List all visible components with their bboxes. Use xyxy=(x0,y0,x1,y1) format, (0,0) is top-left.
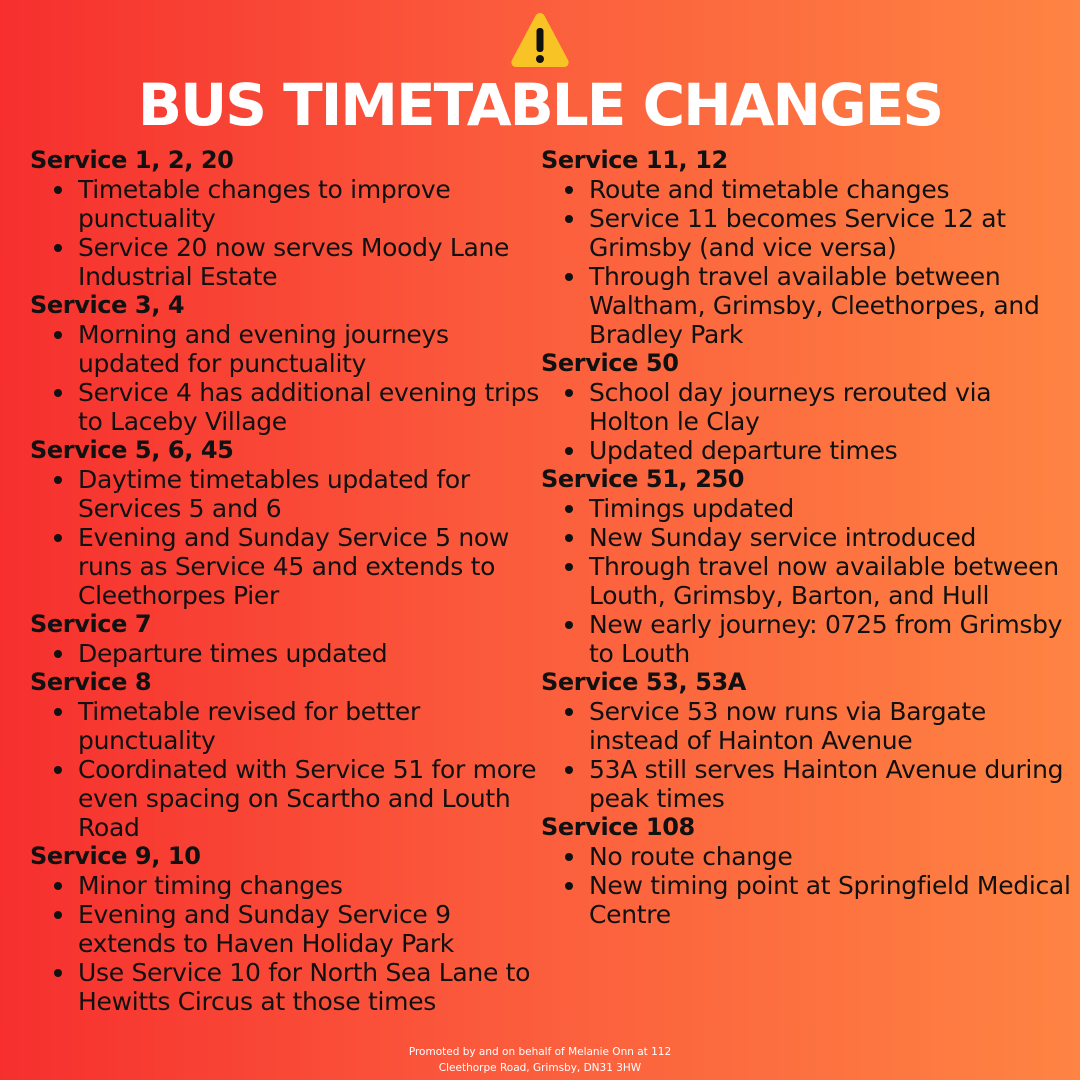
change-item: Updated departure times xyxy=(541,436,1071,465)
change-item: Service 4 has additional evening trips to Laceby Village xyxy=(30,378,540,436)
change-list xyxy=(30,175,540,291)
change-item: 53A still serves Hainton Avenue during peak times xyxy=(541,755,1071,813)
service-section xyxy=(30,842,540,1016)
service-section xyxy=(30,146,540,291)
change-list xyxy=(541,697,1071,813)
service-section xyxy=(541,349,1071,465)
service-heading: Service 9, 10 xyxy=(30,842,201,870)
service-heading: Service 50 xyxy=(541,349,679,377)
change-item: Coordinated with Service 51 for more even spacing on Scartho and Louth Road xyxy=(30,755,540,842)
change-item: Morning and evening journeys updated for punctuality xyxy=(30,320,540,378)
change-list xyxy=(30,871,540,1016)
change-item: Route and timetable changes xyxy=(541,175,1071,204)
service-section xyxy=(541,813,1071,929)
change-item: New early journey: 0725 from Grimsby to Louth xyxy=(541,610,1071,668)
change-item: Departure times updated xyxy=(30,639,540,668)
service-heading: Service 3, 4 xyxy=(30,291,185,319)
service-section xyxy=(30,291,540,436)
service-heading: Service 8 xyxy=(30,668,152,696)
change-item: Evening and Sunday Service 5 now runs as Service 45 and extends to Cleethorpes Pier xyxy=(30,523,540,610)
change-item: No route change xyxy=(541,842,1071,871)
service-section xyxy=(541,668,1071,813)
page-title: BUS TIMETABLE CHANGES xyxy=(137,71,943,139)
service-heading: Service 1, 2, 20 xyxy=(30,146,234,174)
service-heading: Service 11, 12 xyxy=(541,146,728,174)
service-section xyxy=(30,668,540,842)
change-list xyxy=(541,494,1071,668)
change-list xyxy=(30,639,540,668)
service-section xyxy=(30,436,540,610)
change-item: New timing point at Springfield Medical Centre xyxy=(541,871,1071,929)
change-item: Through travel now available between Louth, Grimsby, Barton, and Hull xyxy=(541,552,1071,610)
service-heading: Service 7 xyxy=(30,610,152,638)
promoted-by-footer xyxy=(340,1044,740,1076)
service-heading: Service 5, 6, 45 xyxy=(30,436,234,464)
change-item: Minor timing changes xyxy=(30,871,540,900)
footer-line-1: Promoted by and on behalf of Melanie Onn at 112 xyxy=(408,1046,672,1058)
change-list xyxy=(541,378,1071,465)
service-heading: Service 108 xyxy=(541,813,695,841)
change-list xyxy=(541,175,1071,349)
change-item: Use Service 10 for North Sea Lane to Hewitts Circus at those times xyxy=(30,958,540,1016)
service-heading: Service 53, 53A xyxy=(541,668,746,696)
change-list xyxy=(30,465,540,610)
change-item: Evening and Sunday Service 9 extends to Haven Holiday Park xyxy=(30,900,540,958)
service-section xyxy=(541,146,1071,349)
change-list xyxy=(541,842,1071,929)
warning-triangle-icon xyxy=(508,8,572,72)
service-heading: Service 51, 250 xyxy=(541,465,745,493)
right-column xyxy=(541,146,1071,929)
change-item: New Sunday service introduced xyxy=(541,523,1071,552)
change-item: Service 20 now serves Moody Lane Industrial Estate xyxy=(30,233,540,291)
change-item: Timetable revised for better punctuality xyxy=(30,697,540,755)
change-item: Timings updated xyxy=(541,494,1071,523)
change-list xyxy=(30,320,540,436)
service-section xyxy=(30,610,540,668)
change-item: Service 53 now runs via Bargate instead of Hainton Avenue xyxy=(541,697,1071,755)
change-item: Through travel available between Waltham, Grimsby, Cleethorpes, and Bradley Park xyxy=(541,262,1071,349)
change-item: School day journeys rerouted via Holton le Clay xyxy=(541,378,1071,436)
change-item: Daytime timetables updated for Services 5 and 6 xyxy=(30,465,540,523)
left-column xyxy=(30,146,540,1016)
footer-line-2: Cleethorpe Road, Grimsby, DN31 3HW xyxy=(438,1062,642,1074)
change-list xyxy=(30,697,540,842)
change-item: Service 11 becomes Service 12 at Grimsby (and vice versa) xyxy=(541,204,1071,262)
change-item: Timetable changes to improve punctuality xyxy=(30,175,540,233)
service-section xyxy=(541,465,1071,668)
